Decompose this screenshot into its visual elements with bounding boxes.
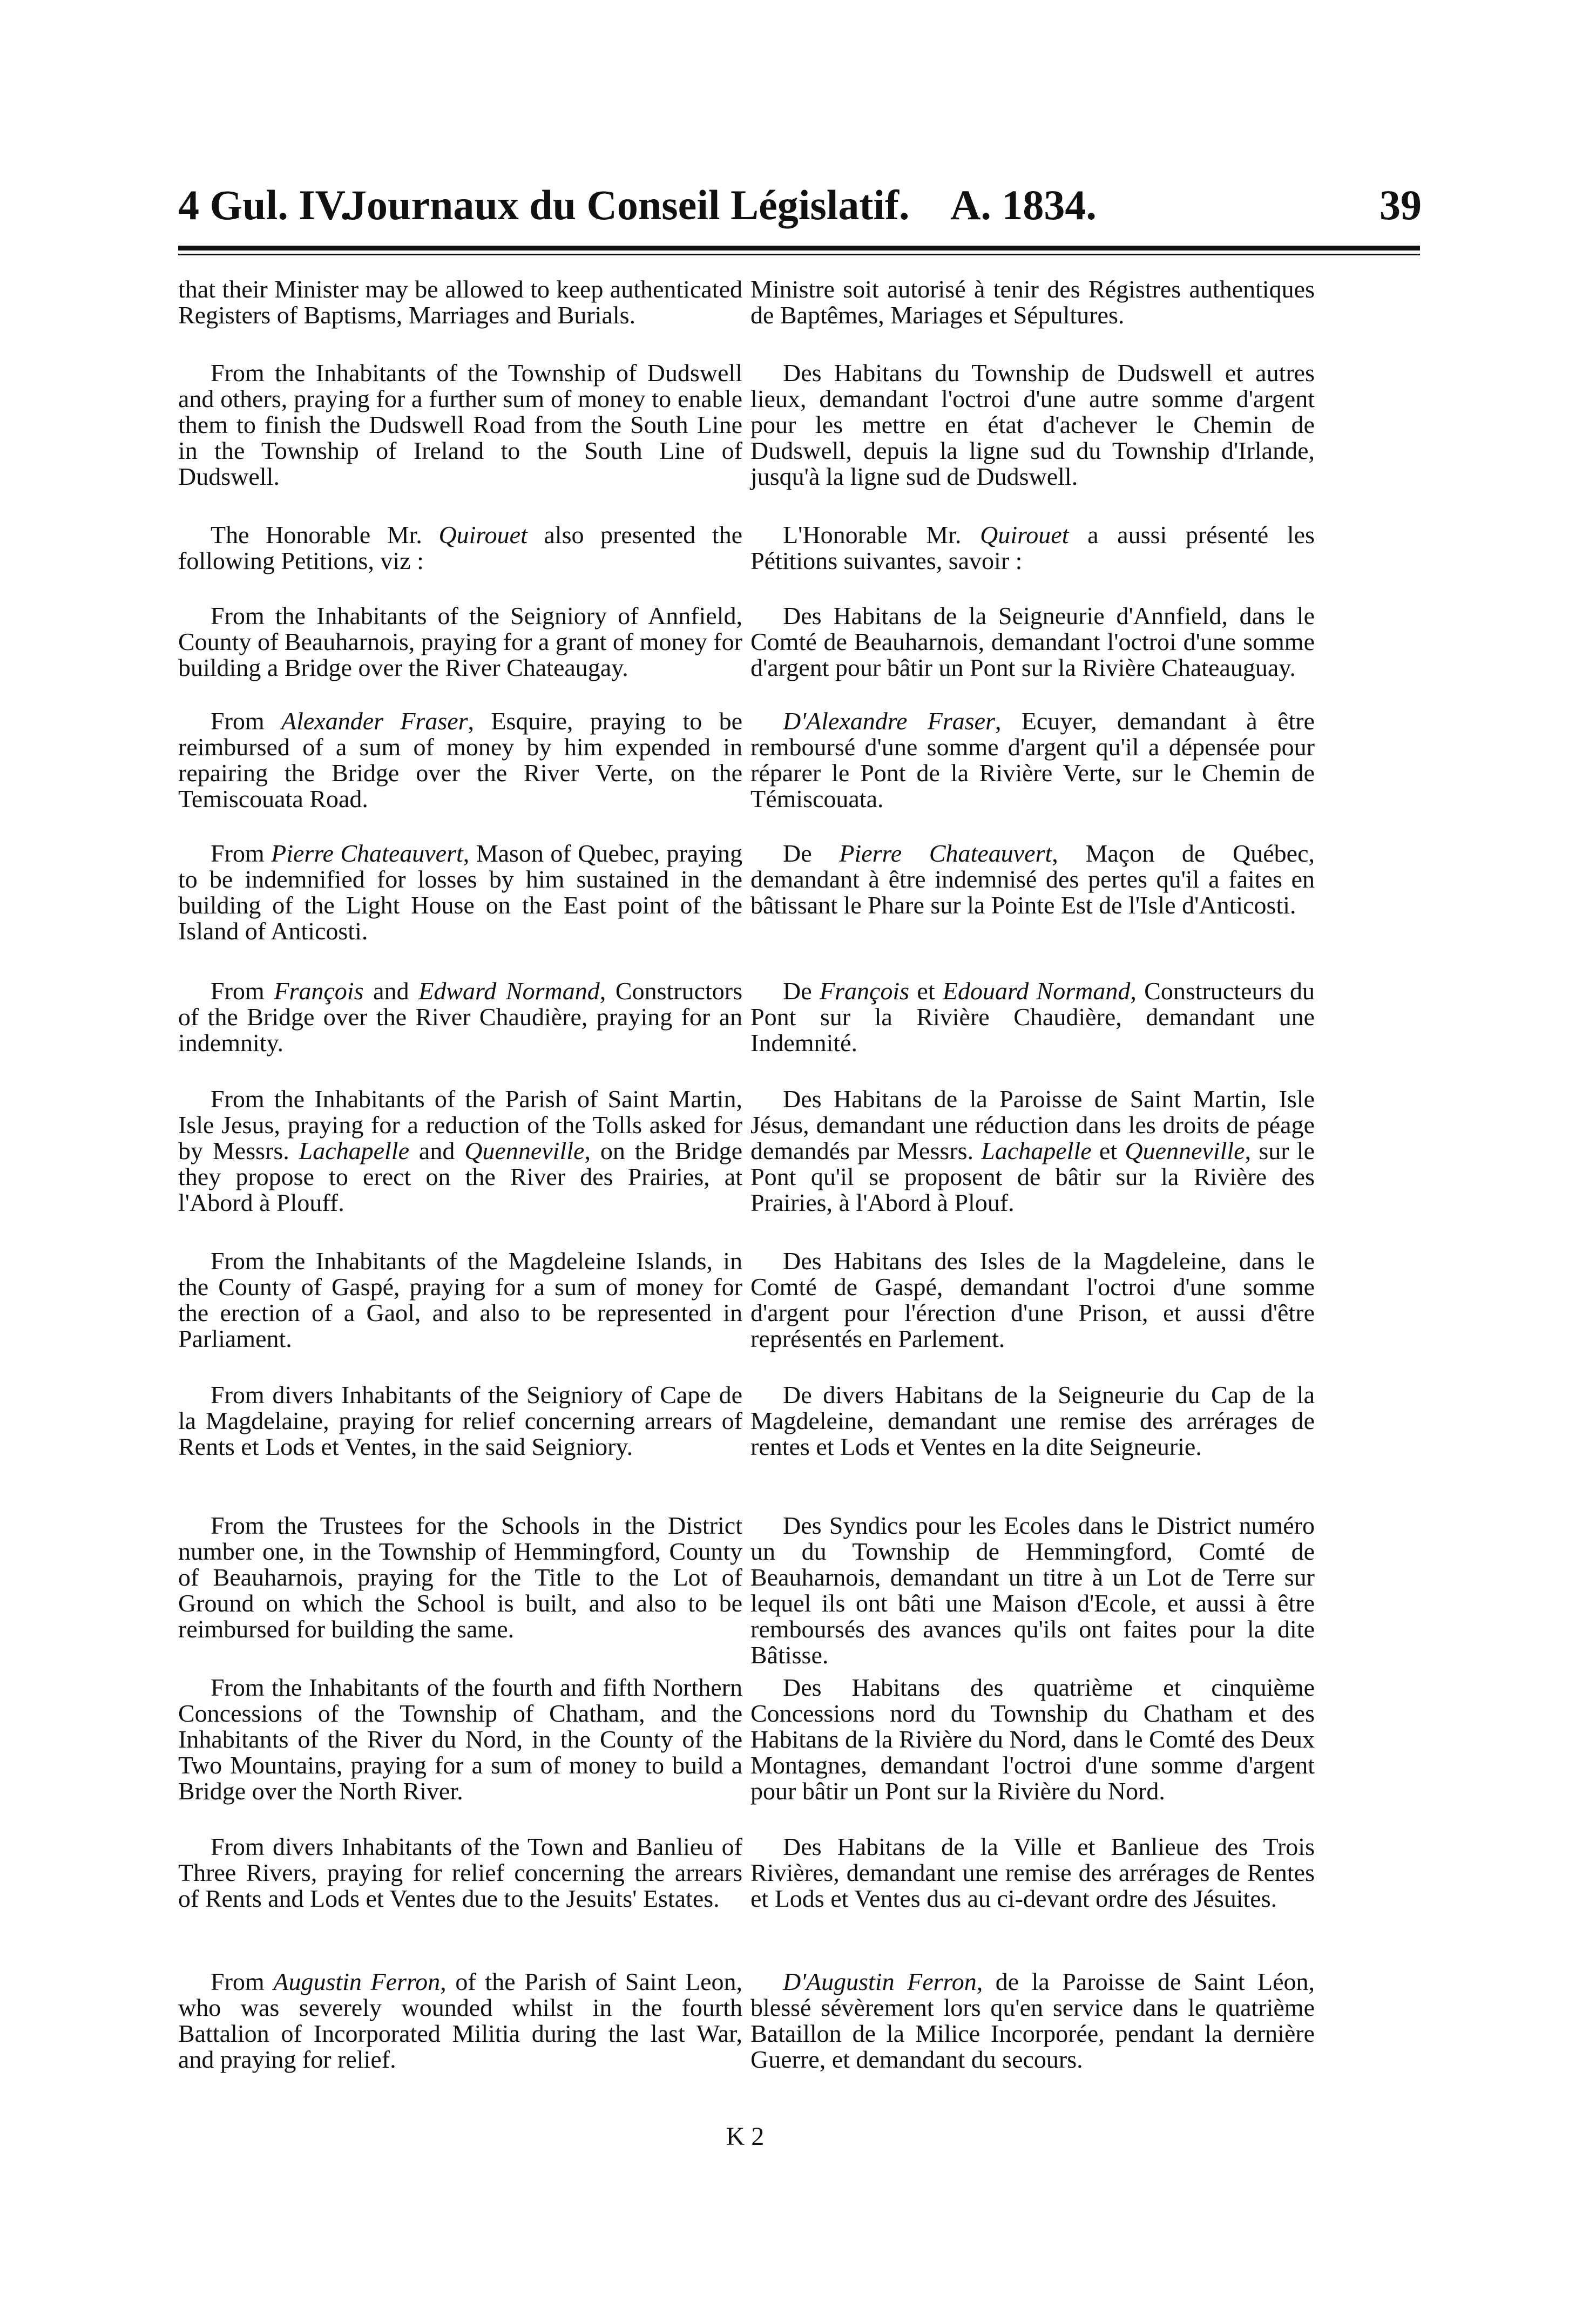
italic-name: D'Augustin Ferron [783,1968,977,1995]
text-run: Des Habitans de la Paroisse de Saint Martin, Isle Jésus, demandant une réduction dans les droits de péage demandés par Messrs. [750,1085,1315,1164]
text-run: Des Habitans du Township de Dudswell et autres lieux, demandant l'octroi d'une autre somme d'argent pour les mettre en état d'achever le Chemin de Dudswell, depuis la ligne sud du Township d'Irlande, jusqu'à la ligne sud de Dudswell. [750,359,1315,490]
text-run: Des Habitans des Isles de la Magdeleine, dans le Comté de Gaspé, demandant l'octroi d'une somme d'argent pour l'érection d'une Prison, et aussi d'être représentés en Parlement. [750,1247,1315,1352]
italic-name: Edward Normand [418,977,600,1005]
text-run: a aussi présenté les Pétitions suivantes, savoir : [750,521,1315,574]
journal-title: Journaux du Conseil Législatif. [346,181,910,228]
regnal-year: 4 Gul. IV. [178,181,351,228]
italic-name: Edouard Normand [942,977,1131,1005]
text-run: From the Inhabitants of the Parish of Saint Martin, Isle Jesus, praying for a reduction of the Tolls asked for by Messrs. [178,1085,742,1164]
italic-name: Lachapelle [981,1137,1092,1164]
text-run: From [211,839,272,867]
text-run: L'Honorable Mr. [783,521,980,549]
french-paragraph [750,360,1315,490]
italic-name: Quirouet [980,521,1069,549]
english-paragraph [178,276,742,328]
french-paragraph [750,522,1315,574]
english-paragraph [178,1382,742,1460]
text-run: , Esquire, praying to be reimbursed of a sum of money by him expended in repairing the Bridge over the River Verte, on the Temiscouata Road. [178,707,742,812]
text-run: et [1091,1137,1125,1164]
text-run: Des Habitans de la Seigneurie d'Annfield, dans le Comté de Beauharnois, demandant l'octroi d'une somme d'argent pour bâtir un Pont sur la Rivière Chateauguay. [750,602,1315,681]
text-run: Des Syndics pour les Ecoles dans le District numéro un du Township de Hemmingford, Comté de Beauharnois, demandant un titre à un Lot de Terre sur lequel ils ont bâti une Maison d'Ecole, et aussi à être remboursés des avances qu'ils ont faites pour la dite Bâtisse. [750,1512,1315,1669]
text-run: De divers Habitans de la Seigneurie du Cap de la Magdeleine, demandant une remise des arrérages de rentes et Lods et Ventes en la dite Seigneurie. [750,1381,1315,1460]
french-paragraph [750,603,1315,681]
header-rule-thin [178,254,1420,255]
english-paragraph [178,603,742,681]
text-run: , of the Parish of Saint Leon, who was severely wounded whilst in the fourth Battalion of Incorporated Militia during the last War, and praying for relief. [178,1968,742,2073]
running-header [173,175,1425,235]
text-run: , on the Bridge they propose to erect on the River des Prairies, at l'Abord à Plouff. [178,1137,742,1216]
english-paragraph [178,708,742,812]
text-run: The Honorable Mr. [211,521,439,549]
text-run: From [211,977,274,1005]
english-paragraph [178,522,742,574]
english-paragraph [178,978,742,1056]
english-paragraph [178,841,742,944]
text-run: De [783,839,840,867]
text-run: Des Habitans des quatrième et cinquième Concessions nord du Township du Chatham et des Habitans de la Rivière du Nord, dans le Comté des Deux Montagnes, demandant l'octroi d'une somme d'argent pour bâtir un Pont sur la Rivière du Nord. [750,1674,1315,1805]
text-run: , Constructeurs du Pont sur la Rivière Chaudière, demandant une Indemnité. [750,977,1315,1057]
text-run: and [363,977,419,1005]
italic-name: Quirouet [438,521,528,549]
french-paragraph [750,841,1315,918]
text-run: , Maçon de Québec, demandant à être indemnisé des pertes qu'il a faites en bâtissant le Phare sur la Pointe Est de l'Isle d'Anticosti. [750,839,1315,919]
text-run: From the Inhabitants of the Township of Dudswell and others, praying for a further sum of money to enable them to finish the Dudswell Road from the South Line in the Township of Ireland to the South Line of Dudswell. [178,359,742,490]
italic-name: Pierre Chateauvert [271,839,463,867]
text-run: , de la Paroisse de Saint Léon, blessé sévèrement lors qu'en service dans le quatrième Bataillon de la Milice Incorporée, pendant la dernière Guerre, et demandant du secours. [750,1968,1315,2073]
text-run: et [909,977,943,1005]
text-run: , sur le Pont qu'il se proposent de bâtir sur la Rivière des Prairies, à l'Abord à Plouf. [750,1137,1315,1216]
italic-name: François [274,977,364,1005]
italic-name: Quenneville [1125,1137,1245,1164]
text-run: , Constructors of the Bridge over the River Chaudière, praying for an indemnity. [178,977,743,1057]
italic-name: Alexander Fraser [281,707,468,735]
french-paragraph [750,1086,1315,1216]
text-run: Ministre soit autorisé à tenir des Régistres authentiques de Baptêmes, Mariages et Sépultures. [750,275,1315,329]
text-run: From the Inhabitants of the Magdeleine Islands, in the County of Gaspé, praying for a sum of money for the erection of a Gaol, and also to be represented in Parliament. [178,1247,742,1352]
french-paragraph [750,1834,1315,1912]
english-paragraph [178,1086,742,1216]
french-paragraph [750,276,1315,328]
italic-name: Quenneville [464,1137,585,1164]
header-rule-thick [178,246,1420,250]
calendar-year: A. 1834. [950,181,1097,228]
text-run: that their Minister may be allowed to keep authenticated Registers of Baptisms, Marriages and Burials. [178,275,742,329]
text-run: , Mason of Quebec, praying to be indemnified for losses by him sustained in the building of the Light House on the East point of the Island of Anticosti. [178,839,743,945]
french-paragraph [750,1382,1315,1460]
english-paragraph [178,1248,742,1352]
english-paragraph [178,1969,742,2073]
text-run: Des Habitans de la Ville et Banlieue des Trois Rivières, demandant une remise des arrérages de Rentes et Lods et Ventes dus au ci-devant ordre des Jésuites. [750,1833,1315,1912]
english-paragraph [178,360,742,490]
signature-mark: K 2 [726,2122,765,2151]
french-paragraph [750,1675,1315,1804]
english-paragraph [178,1834,742,1912]
text-run: From the Inhabitants of the fourth and fifth Northern Concessions of the Township of Chatham, and the Inhabitants of the River du Nord, in the County of the Two Mountains, praying for a sum of money to build a Bridge over the North River. [178,1674,742,1805]
text-run: From divers Inhabitants of the Seigniory of Cape de la Magdelaine, praying for relief concerning arrears of Rents et Lods et Ventes, in the said Seigniory. [178,1381,742,1460]
italic-name: D'Alexandre Fraser [783,707,995,735]
text-run: and [409,1137,465,1164]
french-paragraph [750,978,1315,1056]
italic-name: Lachapelle [299,1137,410,1164]
italic-name: François [819,977,910,1005]
text-run: From the Trustees for the Schools in the District number one, in the Township of Hemmingford, County of Beauharnois, praying for the Title to the Lot of Ground on which the School is built, and also to be reimbursed for building the same. [178,1512,742,1643]
page-number: 39 [1379,181,1422,228]
text-run: From the Inhabitants of the Seigniory of Annfield, County of Beauharnois, praying for a grant of money for building a Bridge over the River Chateaugay. [178,602,742,681]
text-run: also presented the following Petitions, viz : [178,521,742,574]
text-run: , Ecuyer, demandant à être remboursé d'une somme d'argent qu'il a dépensée pour réparer le Pont de la Rivière Verte, sur le Chemin de Témiscouata. [750,707,1315,812]
french-paragraph [750,708,1315,812]
english-paragraph [178,1513,742,1642]
text-run: From [211,1968,274,1995]
french-paragraph [750,1969,1315,2073]
italic-name: Pierre Chateauvert [839,839,1052,867]
french-paragraph [750,1248,1315,1352]
text-run: From [211,707,281,735]
text-run: From divers Inhabitants of the Town and Banlieu of Three Rivers, praying for relief concerning the arrears of Rents and Lods et Ventes due to the Jesuits' Estates. [178,1833,742,1912]
english-paragraph [178,1675,742,1804]
italic-name: Augustin Ferron [273,1968,441,1995]
text-run: De [783,977,820,1005]
french-paragraph [750,1513,1315,1668]
